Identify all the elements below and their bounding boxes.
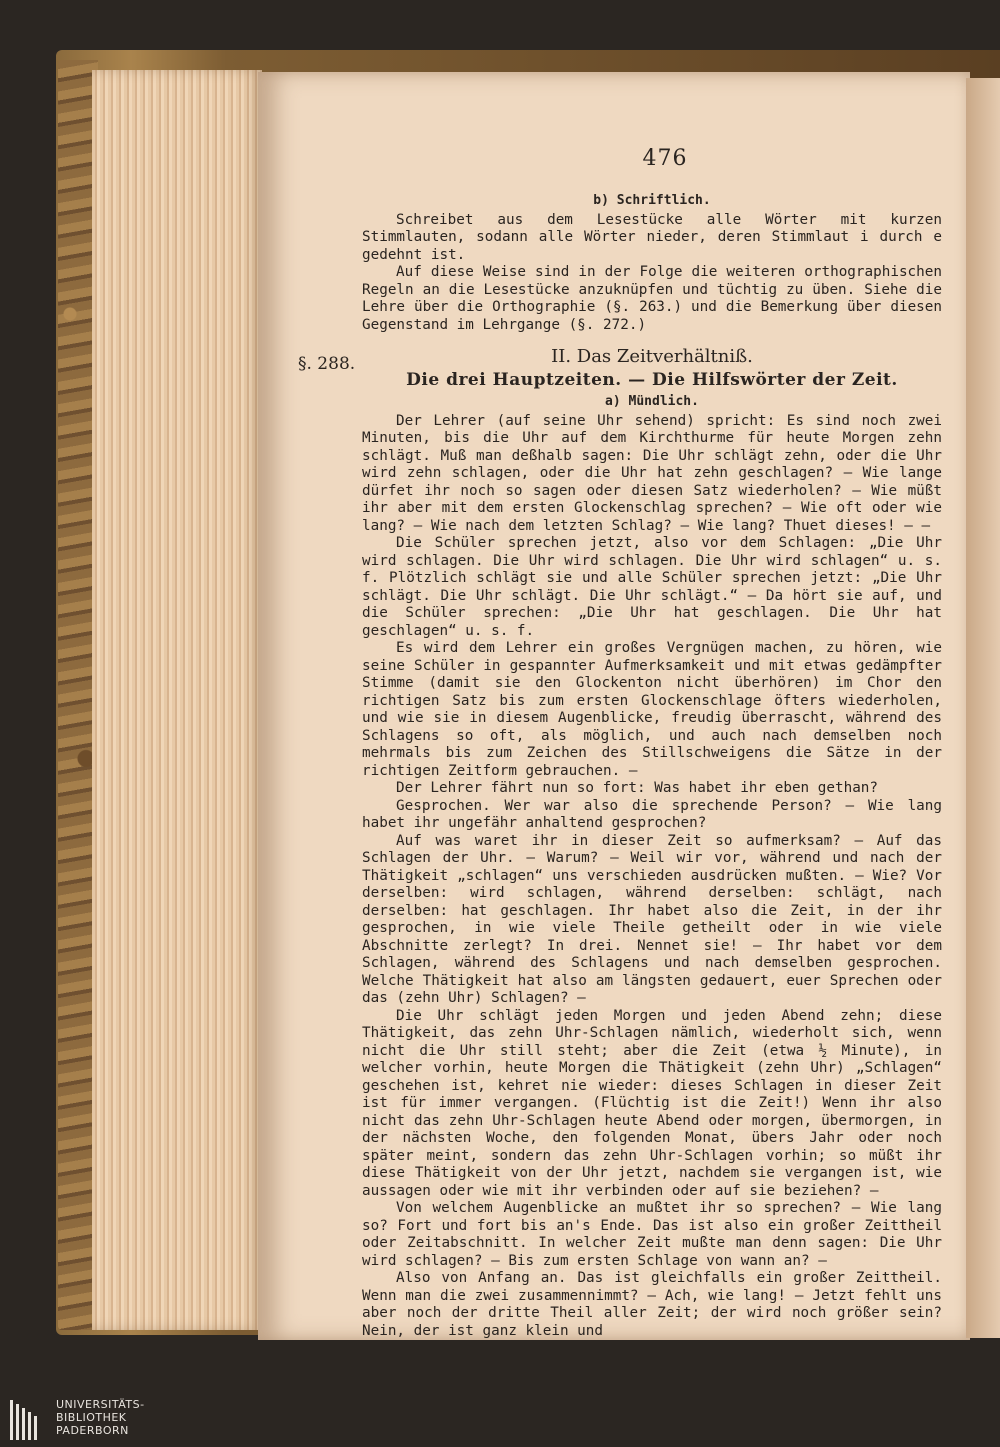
library-name-line: UNIVERSITÄTS- (56, 1398, 145, 1411)
footer-bar (0, 1395, 1000, 1447)
paragraph: Auf was waret ihr in dieser Zeit so aufmerksam? — Auf das Schlagen der Uhr. — Warum? — Weil wir vor, während und nach der Thätigkeit „schlagen“ uns verschieden ausdrücken mußten. — Wie? Vor derselben: wird schlagen, während derselben: schlägt, nach derselben: hat geschlagen. Ihr habet also die Zeit, in der ihr gesprochen, in wie viele Theile getheilt oder in wie viele Abschnitte zerlegt? In drei. Nennet sie! — Ihr habet vor dem Schlagen, während des Schlagens und nach demselben gesprochen. Welche Thätigkeit hat also am längsten gedauert, euer Sprechen oder das (zehn Uhr) Schlagen? — (362, 832, 942, 1006)
paragraph: Gesprochen. Wer war also die sprechende Person? — Wie lang habet ihr ungefähr anhaltend gesprochen? (362, 797, 942, 831)
section-heading: Die drei Hauptzeiten. — Die Hilfswörter der Zeit. (406, 369, 898, 390)
paragraph: Es wird dem Lehrer ein großes Vergnügen machen, zu hören, wie seine Schüler in gespannter Aufmerksamkeit und mit etwas gedämpfter Stimme (damit sie den Glockenton nicht überhören) im Chor den richtigen Satz bis zum ersten Glockenschlage öfters wiederholen, und wie sie in diesem Augenblicke, freudig überrascht, während des Schlagens so oft, als möglich, und auch nach demselben noch mehrmals bis zum Zeichen des Stillschweigens die Sätze in der richtigen Zeitform gebrauchen. — (362, 640, 942, 779)
paragraph: Die Uhr schlägt jeden Morgen und jeden Abend zehn; diese Thätigkeit, das zehn Uhr-Schlagen nämlich, wiederholt sich, wenn nicht die Uhr still steht; aber die Zeit (etwa ½ Minute), in welcher vorhin, heute Morgen die Thätigkeit (zehn Uhr) „Schlagen“ geschehen ist, kehret nie wieder: dieses Schlagen in dieser Zeit ist für immer vergangen. (Flüchtig ist die Zeit!) Wenn ihr also nicht das zehn Uhr-Schlagen heute Abend oder morgen, übermorgen, in der nächsten Woche, den folgenden Monat, übers Jahr oder noch später meint, sondern das zehn Uhr-Schlagen vorhin; so müßt ihr diese Thätigkeit von der Uhr jetzt, nachdem sie vergangen ist, wie aussagen oder wie mit ihr verbinden oder auf sie beziehen? — (362, 1007, 942, 1199)
paragraph: Der Lehrer (auf seine Uhr sehend) spricht: Es sind noch zwei Minuten, bis die Uhr auf dem Kirchthurme für heute Morgen zehn schlägt. Muß man deßhalb sagen: Die Uhr schlägt zehn, oder die Uhr wird zehn schlagen, oder die Uhr hat zehn geschlagen? — Wie lange dürfet ihr noch so sagen oder diesen Satz wiederholen? — Wie müßt ihr aber mit dem ersten Glockenschlag sprechen? — Wie oft oder wie lang? — Wie nach dem letzten Schlag? — Wie lang? Thuet dieses! — — (362, 412, 942, 534)
page-text (362, 192, 942, 1340)
library-logo-icon (8, 1398, 48, 1442)
section-title: II. Das Zeitverhältniß. (551, 346, 753, 367)
heading-muendlich: a) Mündlich. (605, 394, 699, 409)
paragraph: Also von Anfang an. Das ist gleichfalls ein großer Zeittheil. Wenn man die zwei zusammennimmt? — Ach, wie lang! — Jetzt fehlt uns aber noch der dritte Theil aller Zeit; der wird noch größer sein? Nein, der ist ganz klein und (362, 1270, 942, 1339)
heading-schriftlich: b) Schriftlich. (593, 193, 711, 208)
paragraph: Schreibet aus dem Lesestücke alle Wörter mit kurzen Stimmlauten, sodann alle Wörter nieder, deren Stimmlaut i durch e gedehnt ist. (362, 211, 942, 263)
paragraph: Der Lehrer fährt nun so fort: Was habet ihr eben gethan? (396, 780, 879, 796)
page-number: 476 (642, 146, 688, 171)
library-name-line: PADERBORN (56, 1424, 129, 1437)
paragraph: Von welchem Augenblicke an mußtet ihr so sprechen? — Wie lang so? Fort und fort bis an's Ende. Das ist also ein großer Zeittheil oder Zeitabschnitt. In welcher Zeit mußte man denn sagen: Die Uhr wird schlagen? — Bis zum ersten Schlage von wann an? — (362, 1200, 942, 1269)
paragraph: Die Schüler sprechen jetzt, also vor dem Schlagen: „Die Uhr wird schlagen. Die Uhr wird schlagen. Die Uhr wird schlagen“ u. s. f. Plötzlich schlägt sie und alle Schüler sprechen jetzt: „Die Uhr schlägt. Die Uhr schlägt. Die Uhr schlägt.“ — Da hört sie auf, und die Schüler sprechen: „Die Uhr hat geschlagen. Die Uhr hat geschlagen“ u. s. f. (362, 535, 942, 639)
paragraph: Auf diese Weise sind in der Folge die weiteren orthographischen Regeln an die Lesestücke anzuknüpfen und tüchtig zu üben. Siehe die Lehre über die Orthographie (§. 263.) und die Bemerkung über diesen Gegenstand im Lehrgange (§. 272.) (362, 264, 942, 333)
library-name-line: BIBLIOTHEK (56, 1411, 127, 1424)
facing-page-edge (966, 78, 1000, 1338)
library-name (56, 1398, 145, 1437)
paragraph-number: §. 288. (298, 354, 356, 374)
page-edges (92, 70, 262, 1330)
